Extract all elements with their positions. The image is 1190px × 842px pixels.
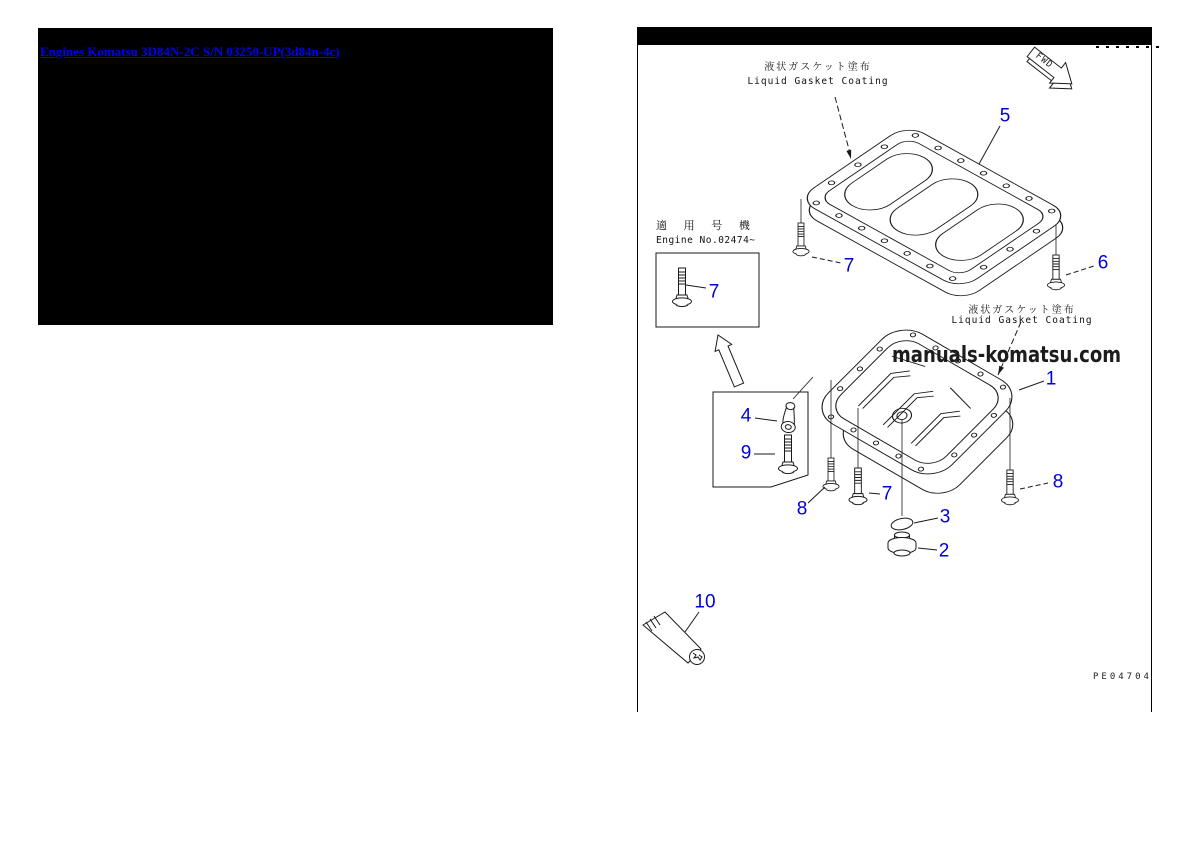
bolt-9-drawing <box>779 435 798 474</box>
part-label-10: 10 <box>694 591 716 613</box>
part-label-7-inset: 7 <box>708 281 720 303</box>
inset-box-1 <box>656 253 759 327</box>
part-label-4: 4 <box>740 405 752 427</box>
washer-drawing <box>890 516 914 531</box>
bolt-7-lower-drawing <box>849 468 867 505</box>
gasket-note-top-en: Liquid Gasket Coating <box>747 76 889 87</box>
left-cover-panel <box>38 28 553 325</box>
part-label-7-lower: 7 <box>881 483 893 505</box>
part-label-8-left: 8 <box>796 498 808 520</box>
bracket-drawing <box>781 402 799 434</box>
part-label-9: 9 <box>740 442 752 464</box>
part-label-7-upper: 7 <box>843 255 855 277</box>
gasket-note-bottom-jp: 液状ガスケット塗布 <box>968 305 1076 316</box>
bolt-6-drawing <box>1047 255 1064 290</box>
sealant-tube-drawing <box>643 612 705 665</box>
applicability-note-jp: 適 用 号 機 <box>656 219 755 232</box>
part-label-5: 5 <box>999 105 1011 127</box>
bolt-8-left-drawing <box>823 458 839 491</box>
part-label-1: 1 <box>1045 368 1057 390</box>
applicability-note-en: Engine No.02474~ <box>656 235 756 246</box>
part-label-3: 3 <box>939 506 951 528</box>
oil-pan-upper-drawing <box>797 124 1072 302</box>
part-label-8-right: 8 <box>1052 471 1064 493</box>
drawing-number: PE04704 <box>1093 672 1152 682</box>
bolt-7-upper-drawing <box>793 223 809 256</box>
drain-plug-drawing <box>888 532 916 556</box>
bolt-8-right-drawing <box>1001 470 1018 505</box>
part-label-6: 6 <box>1097 252 1109 274</box>
watermark: manuals-komatsu.com <box>892 343 1122 368</box>
part-label-2: 2 <box>938 540 950 562</box>
diagram-panel <box>637 27 1152 712</box>
parts-catalog-link[interactable]: Engines Komatsu 3D84N-2C S/N 03250-UP(3d84n-4c) <box>40 44 340 59</box>
gasket-note-top-jp: 液状ガスケット塗布 <box>764 62 872 73</box>
inset-pointer-arrow <box>715 335 744 387</box>
gasket-note-bottom-en: Liquid Gasket Coating <box>951 315 1093 326</box>
fwd-label: FWD <box>1033 51 1055 71</box>
